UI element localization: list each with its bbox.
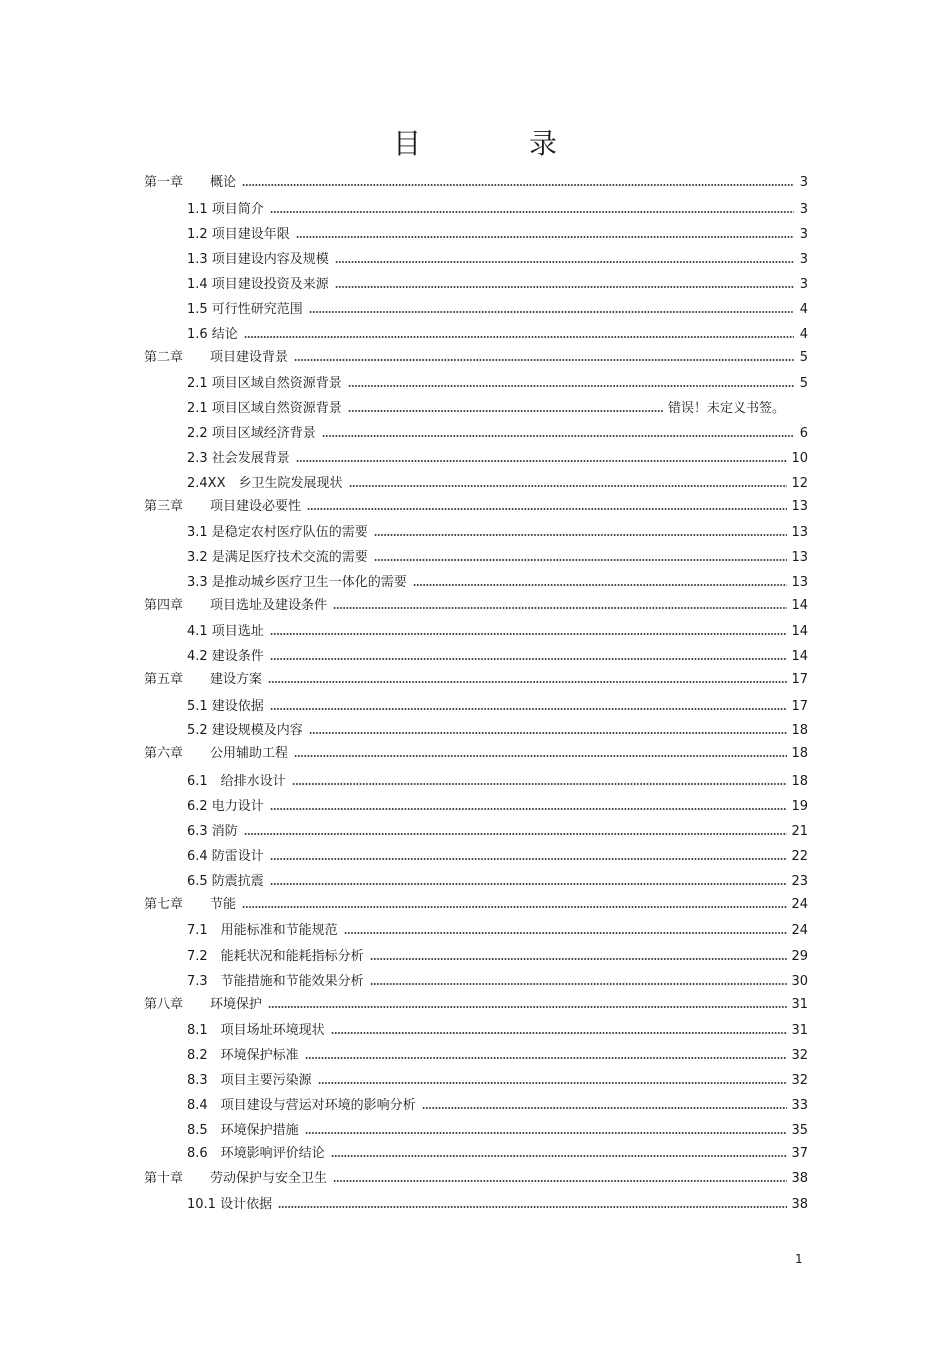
toc-page-number: 32 bbox=[791, 1048, 808, 1063]
toc-leader-dots bbox=[413, 576, 788, 587]
toc-entry-label bbox=[187, 845, 264, 864]
toc-page-number: 18 bbox=[791, 774, 808, 789]
toc-entry-text: 2.2 项目区域经济背景 bbox=[187, 426, 316, 441]
toc-entry-label bbox=[187, 695, 264, 714]
toc-entry-text: 8.6 环境影响评价结论 bbox=[187, 1146, 325, 1161]
toc-chapter-entry[interactable] bbox=[144, 341, 808, 365]
toc-leader-dots bbox=[309, 724, 788, 735]
toc-entry-text: 节能 bbox=[210, 897, 237, 912]
toc-entry-label bbox=[187, 521, 368, 540]
toc-entry-text: 6.1 给排水设计 bbox=[187, 774, 286, 789]
toc-page-number: 17 bbox=[791, 672, 808, 687]
toc-leader-dots bbox=[322, 427, 794, 438]
toc-leader-dots bbox=[270, 203, 794, 214]
toc-section-entry[interactable] bbox=[187, 1137, 808, 1161]
toc-leader-dots bbox=[344, 924, 788, 935]
toc-entry-text: 2.1 项目区域自然资源背景 bbox=[187, 376, 342, 391]
toc-page-number: 33 bbox=[791, 1098, 808, 1113]
toc-page-number: 3 bbox=[799, 227, 808, 242]
toc-leader-dots bbox=[270, 700, 788, 711]
toc-entry-text: 项目建设背景 bbox=[210, 350, 289, 365]
toc-section-entry[interactable] bbox=[187, 615, 808, 639]
footer-page-number: 1 bbox=[795, 1252, 803, 1266]
toc-entry-label bbox=[187, 1119, 299, 1138]
toc-leader-dots bbox=[268, 673, 787, 684]
toc-chapter-number: 第一章 bbox=[144, 175, 184, 190]
toc-section-entry[interactable] bbox=[187, 442, 808, 466]
toc-entry-text: 2.1 项目区域自然资源背景 bbox=[187, 401, 342, 416]
toc-page-number: 3 bbox=[799, 202, 808, 217]
toc-entry-text: 8.4 项目建设与营运对环境的影响分析 bbox=[187, 1098, 416, 1113]
toc-entry-text: 1.4 项目建设投资及来源 bbox=[187, 277, 329, 292]
toc-page-number: 31 bbox=[791, 997, 808, 1012]
toc-chapter-entry[interactable] bbox=[144, 988, 808, 1012]
toc-entry-label bbox=[187, 1069, 312, 1088]
toc-leader-dots bbox=[335, 253, 794, 264]
toc-entry-text: 7.2 能耗状况和能耗指标分析 bbox=[187, 949, 364, 964]
toc-entry-label bbox=[187, 620, 264, 639]
toc-page-number: 4 bbox=[799, 302, 808, 317]
toc-leader-dots bbox=[270, 875, 788, 886]
toc-chapter-number: 第六章 bbox=[144, 746, 184, 761]
toc-entry-text: 5.1 建设依据 bbox=[187, 699, 264, 714]
toc-entry-text: 环境保护 bbox=[210, 997, 263, 1012]
toc-entry-text: 8.5 环境保护措施 bbox=[187, 1123, 299, 1138]
toc-entry-label bbox=[187, 472, 343, 491]
toc-entry-text: 4.2 建设条件 bbox=[187, 649, 264, 664]
toc-section-entry[interactable] bbox=[187, 541, 808, 565]
toc-entry-text: 3.3 是推动城乡医疗卫生一体化的需要 bbox=[187, 575, 407, 590]
toc-entry-text: 3.2 是满足医疗技术交流的需要 bbox=[187, 550, 368, 565]
toc-chapter-number: 第五章 bbox=[144, 672, 184, 687]
toc-entry-label bbox=[187, 719, 303, 738]
toc-entry-text: 4.1 项目选址 bbox=[187, 624, 264, 639]
toc-page-number: 29 bbox=[791, 949, 808, 964]
toc-leader-dots bbox=[331, 1024, 788, 1035]
toc-entry-label bbox=[187, 919, 338, 938]
toc-section-entry[interactable] bbox=[187, 1114, 808, 1138]
toc-page-number: 5 bbox=[799, 376, 808, 391]
toc-entry-label bbox=[187, 323, 238, 342]
toc-page-number: 3 bbox=[799, 175, 808, 190]
toc-entry-text: 2.4XX 乡卫生院发展现状 bbox=[187, 476, 343, 491]
toc-entry-label bbox=[144, 1167, 327, 1186]
toc-entry-text: 3.1 是稳定农村医疗队伍的需要 bbox=[187, 525, 368, 540]
toc-entry-text: 8.2 环境保护标准 bbox=[187, 1048, 299, 1063]
toc-entry-label bbox=[144, 594, 327, 613]
toc-section-entry[interactable] bbox=[187, 765, 808, 789]
toc-entry-label bbox=[187, 273, 329, 292]
toc-section-entry[interactable] bbox=[187, 1089, 808, 1113]
toc-leader-dots bbox=[296, 452, 788, 463]
toc-page-number: 14 bbox=[791, 598, 808, 613]
toc-leader-dots bbox=[244, 328, 794, 339]
toc-entry-text: 6.3 消防 bbox=[187, 824, 238, 839]
toc-leader-dots bbox=[333, 1172, 787, 1183]
toc-section-entry[interactable] bbox=[187, 940, 808, 964]
toc-section-entry[interactable] bbox=[187, 293, 808, 317]
toc-page-number: 24 bbox=[791, 923, 808, 938]
toc-entry-label bbox=[187, 820, 238, 839]
toc-entry-text: 1.1 项目简介 bbox=[187, 202, 264, 217]
toc-leader-dots bbox=[370, 950, 788, 961]
toc-section-entry[interactable] bbox=[187, 690, 808, 714]
toc-section-entry[interactable] bbox=[187, 218, 808, 242]
toc-entry-label bbox=[187, 248, 329, 267]
toc-entry-label bbox=[187, 447, 290, 466]
toc-entry-label bbox=[144, 742, 288, 761]
toc-chapter-number: 第四章 bbox=[144, 598, 184, 613]
toc-page-number: 18 bbox=[791, 746, 808, 761]
toc-page-number: 14 bbox=[791, 624, 808, 639]
toc-entry-text: 7.1 用能标准和节能规范 bbox=[187, 923, 338, 938]
toc-page-number: 24 bbox=[791, 897, 808, 912]
toc-leader-dots bbox=[270, 800, 788, 811]
toc-page-number: 4 bbox=[799, 327, 808, 342]
toc-entry-label bbox=[187, 1044, 299, 1063]
toc-leader-dots bbox=[309, 303, 794, 314]
toc-leader-dots bbox=[278, 1198, 787, 1209]
toc-leader-dots bbox=[318, 1074, 788, 1085]
toc-page-number: 31 bbox=[791, 1023, 808, 1038]
toc-entry-label bbox=[187, 1193, 272, 1212]
toc-entry-text: 5.2 建设规模及内容 bbox=[187, 723, 303, 738]
toc-page-number: 38 bbox=[791, 1197, 808, 1212]
toc-page-number: 21 bbox=[791, 824, 808, 839]
toc-section-entry[interactable] bbox=[187, 417, 808, 441]
toc-leader-dots bbox=[270, 625, 788, 636]
toc-chapter-entry[interactable] bbox=[144, 663, 808, 687]
toc-page-number: 23 bbox=[791, 874, 808, 889]
toc-entry-text: 建设方案 bbox=[210, 672, 263, 687]
toc-section-entry[interactable] bbox=[187, 318, 808, 342]
toc-section-entry[interactable] bbox=[187, 1014, 808, 1038]
toc-chapter-number: 第二章 bbox=[144, 350, 184, 365]
toc-section-entry[interactable] bbox=[187, 566, 808, 590]
toc-entry-label bbox=[187, 1094, 416, 1113]
toc-entry-text: 7.3 节能措施和节能效果分析 bbox=[187, 974, 364, 989]
toc-entry-label bbox=[187, 870, 264, 889]
toc-chapter-entry[interactable] bbox=[144, 589, 808, 613]
toc-entry-text: 项目选址及建设条件 bbox=[210, 598, 328, 613]
toc-page-number: 18 bbox=[791, 723, 808, 738]
toc-page-number: 12 bbox=[791, 476, 808, 491]
toc-page-number: 22 bbox=[791, 849, 808, 864]
toc-leader-dots bbox=[270, 650, 788, 661]
toc-chapter-number: 第八章 bbox=[144, 997, 184, 1012]
toc-leader-dots bbox=[305, 1049, 788, 1060]
toc-leader-dots bbox=[244, 825, 788, 836]
toc-leader-dots bbox=[335, 278, 794, 289]
toc-page-number: 30 bbox=[791, 974, 808, 989]
toc-entry-text: 8.3 项目主要污染源 bbox=[187, 1073, 312, 1088]
toc-entry-label bbox=[144, 668, 262, 687]
toc-leader-dots bbox=[294, 351, 794, 362]
toc-section-entry[interactable] bbox=[187, 1039, 808, 1063]
page-title: 目 录 bbox=[392, 127, 597, 160]
toc-entry-label bbox=[187, 970, 364, 989]
toc-entry-label bbox=[187, 397, 342, 416]
toc-entry-label bbox=[187, 1142, 325, 1161]
toc-section-entry[interactable] bbox=[187, 516, 808, 540]
toc-section-entry[interactable] bbox=[187, 865, 808, 889]
toc-page-number: 37 bbox=[791, 1146, 808, 1161]
toc-section-entry[interactable] bbox=[187, 392, 785, 416]
toc-page-number: 3 bbox=[799, 252, 808, 267]
toc-entry-text: 1.3 项目建设内容及规模 bbox=[187, 252, 329, 267]
toc-entry-label bbox=[187, 770, 286, 789]
toc-entry-label bbox=[187, 546, 368, 565]
toc-page-number: 错误！未定义书签。 bbox=[667, 401, 785, 416]
toc-entry-label bbox=[187, 298, 303, 317]
toc-page-number: 19 bbox=[791, 799, 808, 814]
toc-chapter-number: 第七章 bbox=[144, 897, 184, 912]
toc-section-entry[interactable] bbox=[187, 714, 808, 738]
toc-entry-label bbox=[144, 993, 262, 1012]
toc-page-number: 35 bbox=[791, 1123, 808, 1138]
toc-leader-dots bbox=[348, 402, 664, 413]
toc-entry-text: 概论 bbox=[210, 175, 237, 190]
toc-entry-label bbox=[144, 495, 301, 514]
toc-entry-label bbox=[144, 171, 236, 190]
toc-leader-dots bbox=[374, 551, 788, 562]
toc-section-entry[interactable] bbox=[187, 268, 808, 292]
toc-chapter-entry[interactable] bbox=[144, 166, 808, 190]
toc-entry-text: 1.2 项目建设年限 bbox=[187, 227, 290, 242]
toc-chapter-entry[interactable] bbox=[144, 490, 808, 514]
toc-entry-text: 6.2 电力设计 bbox=[187, 799, 264, 814]
toc-leader-dots bbox=[294, 747, 787, 758]
toc-page-number: 32 bbox=[791, 1073, 808, 1088]
toc-leader-dots bbox=[305, 1124, 788, 1135]
toc-section-entry[interactable] bbox=[187, 1188, 808, 1212]
toc-page-number: 17 bbox=[791, 699, 808, 714]
toc-leader-dots bbox=[307, 500, 787, 511]
toc-section-entry[interactable] bbox=[187, 840, 808, 864]
toc-section-entry[interactable] bbox=[187, 367, 808, 391]
toc-entry-label bbox=[144, 346, 288, 365]
toc-section-entry[interactable] bbox=[187, 815, 808, 839]
toc-section-entry[interactable] bbox=[187, 640, 808, 664]
toc-entry-label bbox=[187, 223, 290, 242]
toc-entry-text: 6.4 防雷设计 bbox=[187, 849, 264, 864]
toc-page-number: 13 bbox=[791, 575, 808, 590]
toc-leader-dots bbox=[333, 599, 787, 610]
toc-page-number: 6 bbox=[799, 426, 808, 441]
toc-leader-dots bbox=[331, 1147, 788, 1158]
toc-entry-label bbox=[187, 571, 407, 590]
toc-leader-dots bbox=[348, 377, 794, 388]
toc-page-number: 3 bbox=[799, 277, 808, 292]
toc-chapter-entry[interactable] bbox=[144, 737, 808, 761]
toc-chapter-number: 第三章 bbox=[144, 499, 184, 514]
toc-leader-dots bbox=[242, 898, 787, 909]
toc-chapter-entry[interactable] bbox=[144, 1162, 808, 1186]
toc-entry-text: 1.6 结论 bbox=[187, 327, 238, 342]
toc-entry-label bbox=[144, 893, 236, 912]
toc-page-number: 10 bbox=[791, 451, 808, 466]
toc-entry-label bbox=[187, 645, 264, 664]
toc-leader-dots bbox=[422, 1099, 788, 1110]
toc-entry-label bbox=[187, 945, 364, 964]
toc-section-entry[interactable] bbox=[187, 790, 808, 814]
toc-section-entry[interactable] bbox=[187, 1064, 808, 1088]
toc-entry-text: 1.5 可行性研究范围 bbox=[187, 302, 303, 317]
toc-leader-dots bbox=[292, 775, 788, 786]
toc-section-entry[interactable] bbox=[187, 467, 808, 491]
toc-page-number: 14 bbox=[791, 649, 808, 664]
toc-page-number: 38 bbox=[791, 1171, 808, 1186]
toc-entry-label bbox=[187, 1019, 325, 1038]
toc-entry-label bbox=[187, 372, 342, 391]
toc-leader-dots bbox=[296, 228, 794, 239]
toc-entry-label bbox=[187, 795, 264, 814]
toc-leader-dots bbox=[270, 850, 788, 861]
toc-entry-text: 公用辅助工程 bbox=[210, 746, 289, 761]
toc-entry-text: 8.1 项目场址环境现状 bbox=[187, 1023, 325, 1038]
toc-section-entry[interactable] bbox=[187, 965, 808, 989]
toc-page-number: 5 bbox=[799, 350, 808, 365]
toc-page-number: 13 bbox=[791, 550, 808, 565]
toc-entry-label bbox=[187, 422, 316, 441]
toc-entry-text: 2.3 社会发展背景 bbox=[187, 451, 290, 466]
toc-section-entry[interactable] bbox=[187, 243, 808, 267]
toc-leader-dots bbox=[370, 975, 788, 986]
toc-entry-text: 6.5 防震抗震 bbox=[187, 874, 264, 889]
toc-entry-label bbox=[187, 198, 264, 217]
toc-page-number: 13 bbox=[791, 499, 808, 514]
toc-leader-dots bbox=[374, 526, 788, 537]
toc-chapter-number: 第十章 bbox=[144, 1171, 184, 1186]
toc-chapter-entry[interactable] bbox=[144, 888, 808, 912]
toc-entry-text: 10.1 设计依据 bbox=[187, 1197, 273, 1212]
toc-leader-dots bbox=[242, 176, 794, 187]
toc-leader-dots bbox=[268, 998, 787, 1009]
toc-leader-dots bbox=[349, 477, 788, 488]
toc-section-entry[interactable] bbox=[187, 193, 808, 217]
toc-entry-text: 劳动保护与安全卫生 bbox=[210, 1171, 328, 1186]
toc-page-number: 13 bbox=[791, 525, 808, 540]
toc-entry-text: 项目建设必要性 bbox=[210, 499, 302, 514]
toc-section-entry[interactable] bbox=[187, 914, 808, 938]
